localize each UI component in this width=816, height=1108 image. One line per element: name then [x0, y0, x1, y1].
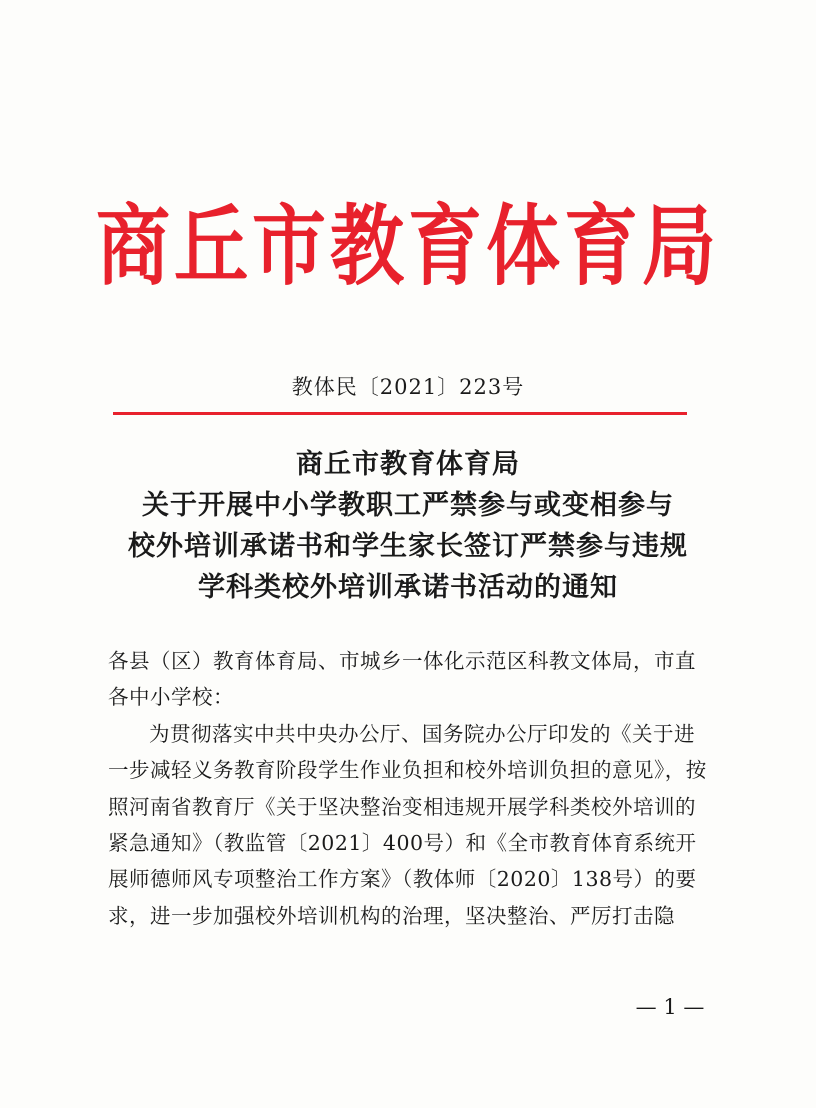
page-number: — 1 — — [635, 995, 705, 1019]
issuing-authority-header: 商丘市教育体育局 — [96, 196, 720, 298]
title-line: 学科类校外培训承诺书活动的通知 — [198, 572, 618, 603]
body-paragraph: 为贯彻落实中共中央办公厅、国务院办公厅印发的《关于进一步减轻义务教育阶段学生作业负担和校外培训负担的意见》，按照河南省教育厅《关于坚决整治变相违规开展学科类校外培训的紧急通知》（教监管〔2021〕400号）和《全市教育体育系统开展师德师风专项整治工作方案》（教体师〔2020〕138号）的要求，进一步加强校外培训机构的治理，坚决整治、严厉打击隐 — [108, 721, 707, 928]
document-body — [108, 643, 708, 934]
document-title — [60, 444, 756, 608]
recipients-line: 各县（区）教育体育局、市城乡一体化示范区科教文体局，市直各中小学校： — [108, 649, 696, 710]
document-number: 教体民〔2021〕223号 — [291, 375, 525, 399]
red-divider-line — [113, 412, 687, 415]
title-line: 关于开展中小学教职工严禁参与或变相参与 — [142, 490, 674, 521]
title-line: 校外培训承诺书和学生家长签订严禁参与违规 — [128, 531, 688, 562]
title-line: 商丘市教育体育局 — [296, 449, 520, 480]
